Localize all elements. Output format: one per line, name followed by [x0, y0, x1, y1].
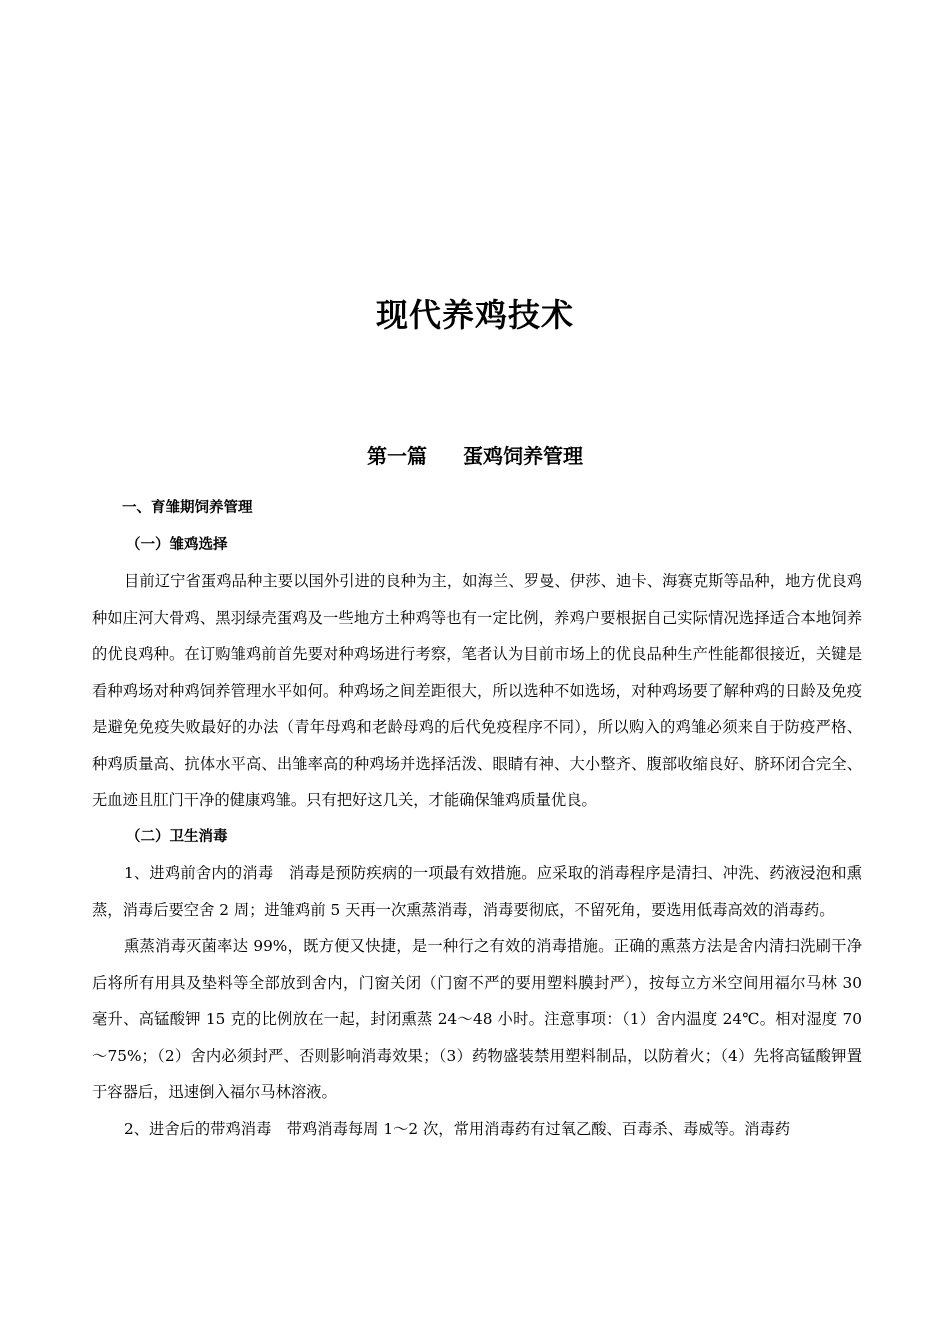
part-label: 第一篇 — [367, 444, 427, 468]
paragraph-in-house-disinfection: 2、进舍后的带鸡消毒 带鸡消毒每周 1～2 次，常用消毒药有过氧乙酸、百毒杀、毒威等。消毒药 — [124, 1119, 791, 1138]
subsection-heading-chick-selection: （一）雏鸡选择 — [126, 536, 228, 553]
document-body — [92, 490, 862, 1147]
subsection-heading-disinfection: （二）卫生消毒 — [126, 828, 228, 845]
paragraph-fumigation: 熏蒸消毒灭菌率达 99%，既方便又快捷，是一种行之有效的消毒措施。正确的熏蒸方法是舍内清扫洗刷干净后将所有用具及垫料等全部放到舍内，门窗关闭（门窗不严的要用塑料膜封严），按每立方米空间用福尔马林 30 毫升、高锰酸钾 15 克的比例放在一起，封闭熏蒸 24～48 小时。注意事项：（1）舍内温度 24℃。相对湿度 70～75%；（2）舍内必须封严、否则影响消毒效果；（3）药物盛装禁用塑料制品，以防着火；（4）先将高锰酸钾置于容器后，迅速倒入福尔马林溶液。 — [92, 937, 862, 1101]
paragraph-pre-entry-disinfection: 1、进鸡前舍内的消毒 消毒是预防疾病的一项最有效措施。应采取的消毒程序是清扫、冲洗、药液浸泡和熏蒸，消毒后要空舍 2 周；进雏鸡前 5 天再一次熏蒸消毒，消毒要彻底，不留死角，要选用低毒高效的消毒药。 — [92, 864, 862, 919]
document-title: 现代养鸡技术 — [375, 296, 574, 334]
part-title — [0, 440, 950, 469]
section-heading: 一、育雏期饲养管理 — [122, 500, 253, 516]
paragraph-chick-selection: 目前辽宁省蛋鸡品种主要以国外引进的良种为主，如海兰、罗曼、伊莎、迪卡、海赛克斯等品种，地方优良鸡种如庄河大骨鸡、黑羽绿壳蛋鸡及一些地方土种鸡等也有一定比例，养鸡户要根据自己实际情况选择适合本地饲养的优良鸡种。在订购雏鸡前首先要对种鸡场进行考察，笔者认为目前市场上的优良品种生产性能都很接近，关键是看种鸡场对种鸡饲养管理水平如何。种鸡场之间差距很大，所以选种不如选场，对种鸡场要了解种鸡的日龄及免疫是避免免疫失败最好的办法（青年母鸡和老龄母鸡的后代免疫程序不同），所以购入的鸡雏必须来自于防疫严格、种鸡质量高、抗体水平高、出雏率高的种鸡场并选择活泼、眼睛有神、大小整齐、腹部收缩良好、脐环闭合完全、无血迹且肛门干净的健康鸡雏。只有把好这几关，才能确保雏鸡质量优良。 — [92, 572, 862, 809]
part-name: 蛋鸡饲养管理 — [463, 444, 583, 468]
